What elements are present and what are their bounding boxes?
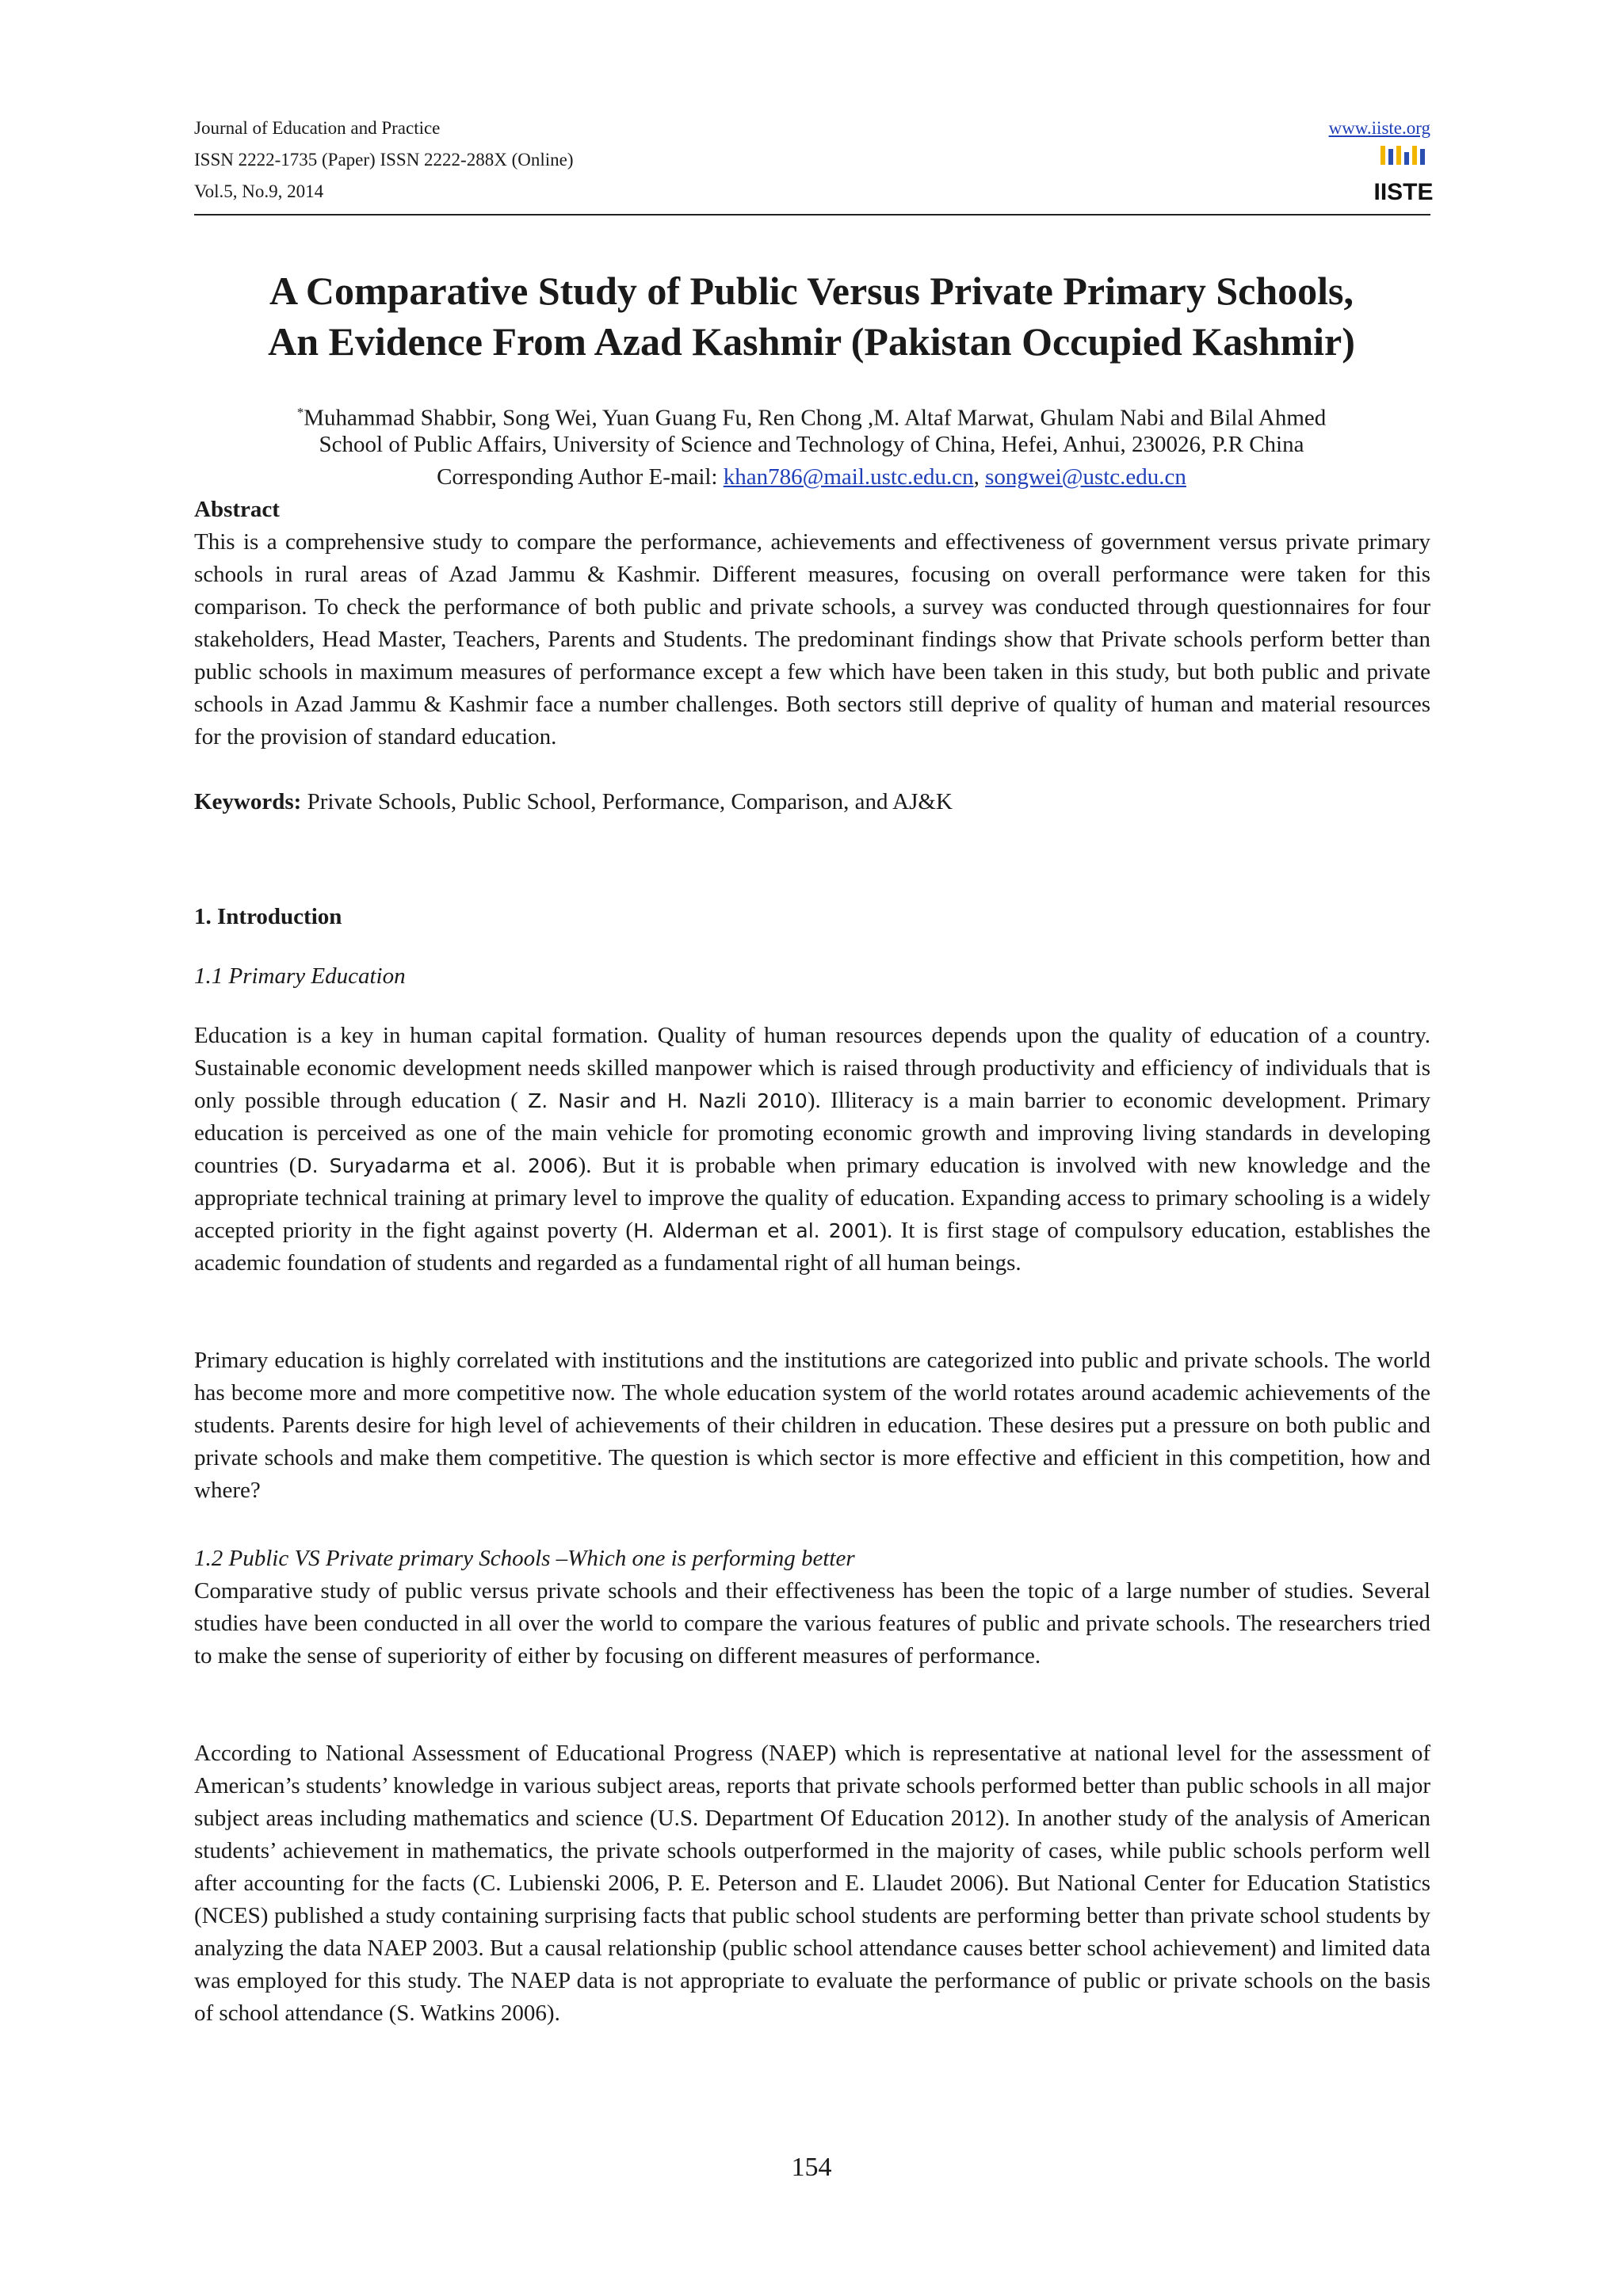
corresponding-label: Corresponding Author E-mail:: [437, 464, 724, 490]
paragraph-primary-education-1: [194, 1020, 1430, 1280]
volume-line: Vol.5, No.9, 2014: [194, 181, 324, 201]
keywords-text: Private Schools, Public School, Performance, Comparison, and AJ&K: [301, 789, 953, 814]
keywords-line: [194, 786, 1430, 818]
corresponding-marker: *: [296, 405, 304, 420]
text-span: ). Illiteracy is a main barrier to economic development. Primary education is perceived as one of the main vehicle for promoting economic growth and improving living standards in developing countries (: [194, 1088, 1431, 1178]
paragraph-public-vs-private-2: According to National Assessment of Educational Progress (NAEP) which is representative at national level for the assessment of American’s students’ knowledge in various subject areas, reports that private schools performed better than public schools in all major subject areas including mathematics and science (U.S. Department Of Education 2012). In another study of the analysis of American students’ achievement in mathematics, the private schools outperformed in the majority of cases, while public schools perform well after accounting for the facts (C. Lubienski 2006, P. E. Peterson and E. Llaudet 2006). But National Center for Education Statistics (NCES) published a study containing surprising facts that public school students are performing better than private school students by analyzing the data NAEP 2003. But a causal relationship (public school attendance causes better school achievement) and limited data was employed for this study. The NAEP data is not appropriate to evaluate the performance of public or private schools on the basis of school attendance (S. Watkins 2006).: [194, 1741, 1430, 2026]
keywords-label: Keywords:: [194, 789, 302, 814]
citation-suryadarma: D. Suryadarma et al. 2006: [296, 1154, 579, 1177]
abstract-text: This is a comprehensive study to compare the performance, achievements and effectiveness of government versus private primary schools in rural areas of Azad Jammu & Kashmir. Different measures, focusing on overall performance were taken for this comparison. To check the performance of both public and private schools, a survey was conducted through questionnaires for four stakeholders, Head Master, Teachers, Parents and Students. The predominant findings show that Private schools perform better than public schools in maximum measures of performance except a few which have been taken in this study, but both public and private schools in Azad Jammu & Kashmir face a number challenges. Both sectors still deprive of quality of human and material resources for the provision of standard education.: [194, 529, 1430, 749]
citation-nasir: Z. Nasir and H. Nazli 2010: [528, 1089, 808, 1112]
paper-title-line-1: A Comparative Study of Public Versus Private Primary Schools,: [269, 269, 1354, 313]
citation-alderman: H. Alderman et al. 2001: [633, 1219, 880, 1242]
header-rule: [194, 214, 1430, 215]
author-names: Muhammad Shabbir, Song Wei, Yuan Guang Fu, Ren Chong ,M. Altaf Marwat, Ghulam Nabi and Bilal Ahmed: [304, 405, 1327, 431]
paragraph-public-vs-private-1: Comparative study of public versus private schools and their effectiveness has been the topic of a large number of studies. Several studies have been conducted in all over the world to compare the various features of public and private schools. The researchers tried to make the sense of superiority of either by focusing on different measures of performance.: [194, 1578, 1430, 1669]
section-heading-introduction: 1. Introduction: [194, 904, 342, 929]
subsection-heading-public-vs-private: 1.2 Public VS Private primary Schools –Which one is performing better: [194, 1546, 855, 1571]
paper-title-line-2: An Evidence From Azad Kashmir (Pakistan Occupied Kashmir): [268, 319, 1355, 364]
subsection-heading-primary-education: 1.1 Primary Education: [194, 963, 406, 989]
author-affiliation: School of Public Affairs, University of Science and Technology of China, Hefei, Anhui, 230026, P.R China: [319, 432, 1304, 457]
page-number: 154: [791, 2153, 832, 2182]
corresponding-author: [182, 461, 1441, 494]
iiste-logo-icon: [1373, 144, 1434, 205]
journal-website-link[interactable]: www.iiste.org: [1328, 118, 1430, 138]
email-link-2[interactable]: songwei@ustc.edu.cn: [985, 464, 1186, 490]
journal-name: Journal of Education and Practice: [194, 118, 441, 138]
text-span: ). But it is probable when primary education is involved with new knowledge and the appropriate technical training at primary level to improve the quality of education. Expanding access to primary schooling is a widely accepted priority in the fight against poverty (: [194, 1153, 1430, 1243]
text-span: Education is a key in human capital formation. Quality of human resources depends upon the quality of education of a country. Sustainable economic development needs skilled manpower which is raised through productivity and efficiency of individuals that is only possible through education (: [194, 1023, 1430, 1113]
paragraph-primary-education-2: Primary education is highly correlated with institutions and the institutions are categorized into public and private schools. The world has become more and more competitive now. The whole education system of the world rotates around academic achievements of the students. Parents desire for high level of achievements of their children in education. These desires put a pressure on both public and private schools and make them competitive. The question is which sector is more effective and efficient in this competition, how and where?: [194, 1348, 1430, 1503]
email-link-1[interactable]: khan786@mail.ustc.edu.cn: [723, 464, 974, 490]
abstract-heading: Abstract: [194, 497, 280, 522]
email-separator: ,: [973, 464, 986, 490]
text-span: ). It is first stage of compulsory education, establishes the academic foundation of students and regarded as a fundamental right of all human beings.: [194, 1218, 1430, 1276]
logo-text: IISTE: [1373, 179, 1434, 205]
issn-line: ISSN 2222-1735 (Paper) ISSN 2222-288X (Online): [194, 150, 574, 170]
